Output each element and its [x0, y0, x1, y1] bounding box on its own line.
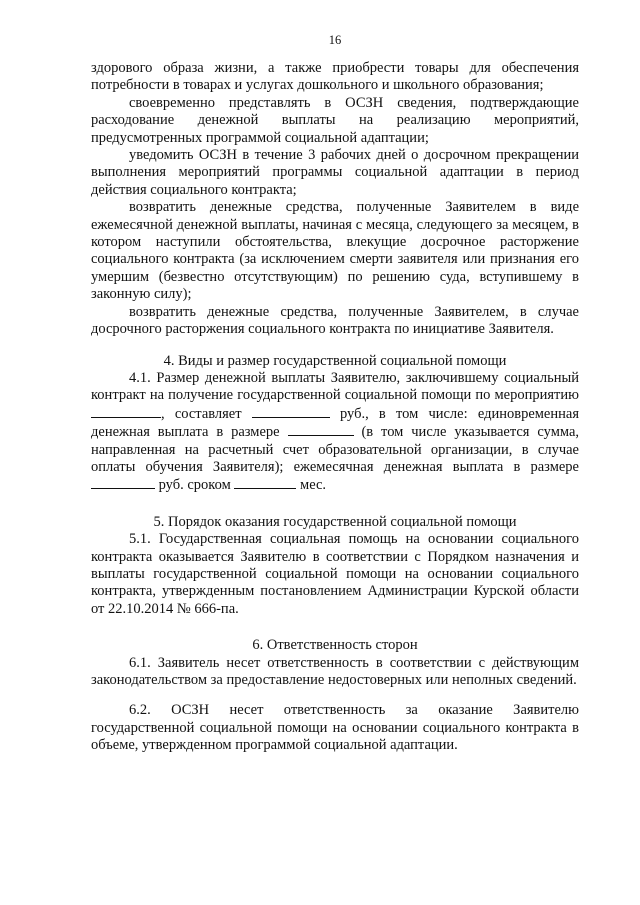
paragraph-return-funds-early-termination: возвратить денежные средства, полученные Заявителем, в случае досрочного расторжения социального контракта по инициативе Заявителя.: [91, 303, 579, 338]
paragraph-notify-termination: уведомить ОСЗН в течение 3 рабочих дней о досрочном прекращении выполнения мероприятий программы социальной адаптации в период действия социального контракта;: [91, 147, 579, 198]
section-6: [91, 637, 579, 754]
paragraph-4-1-text-3: руб., в том числе: единовременная денежная выплата в размере: [91, 405, 579, 441]
blank-term-field[interactable]: [234, 476, 296, 489]
section-4-heading: 4. Виды и размер государственной социальной помощи: [163, 352, 507, 369]
document-page: [91, 32, 579, 755]
paragraph-6-1: 6.1. Заявитель несет ответственность в соответствии с действующим законодательством за предоставление недостоверных или неполных сведений.: [91, 654, 579, 688]
paragraph-4-1-text-2: , составляет: [161, 405, 252, 422]
blank-monthly-amount-field[interactable]: [91, 476, 155, 489]
paragraph-6-2: 6.2. ОСЗН несет ответственность за оказание Заявителю государственной социальной помощи на основании социального контракта в объеме, утвержденном программой социальной адаптации.: [91, 702, 579, 754]
section-6-heading: 6. Ответственность сторон: [252, 637, 418, 654]
blank-lump-sum-field[interactable]: [288, 423, 354, 436]
section-5: [91, 514, 579, 618]
blank-activity-field[interactable]: [91, 405, 161, 418]
paragraph-4-1-text-4: (в том числе указывается сумма, направленная на расчетный счет образовательной организации, в случае оплаты обучения Заявителя); ежемесячная денежная выплата в размере: [91, 424, 580, 475]
paragraph-4-1-text-1: 4.1. Размер денежной выплаты Заявителю, заключившему социальный контракт на получение государственной социальной помощи по мероприятию: [91, 369, 579, 404]
paragraph-return-monthly-payments: возвратить денежные средства, полученные Заявителем в виде ежемесячной денежной выплаты, начиная с месяца, следующего за месяцем, в котором наступили обстоятельства, влекущие досрочное расторжение социального контракта (за исключением смерти заявителя или признания его умершим (безвестно отсутствующим) по решению суда, вступившему в законную силу);: [91, 199, 579, 303]
blank-total-amount-field[interactable]: [252, 405, 330, 418]
section-5-heading: 5. Порядок оказания государственной социальной помощи: [153, 513, 517, 530]
page-number: 16: [328, 33, 342, 47]
paragraph-4-1: [91, 370, 579, 495]
section-4: [91, 353, 579, 495]
paragraph-5-1: 5.1. Государственная социальная помощь на основании социального контракта оказывается Заявителю в соответствии с Порядком назначения и выплаты государственной социальной помощи на основании социального контракта, утвержденным постановлением Администрации Курской области от 22.10.2014 № 666-па.: [91, 531, 579, 617]
paragraph-4-1-text-6: мес.: [296, 477, 327, 494]
paragraph-4-1-text-5: руб. сроком: [155, 477, 235, 494]
paragraph-report-expenses: своевременно представлять в ОСЗН сведения, подтверждающие расходование денежной выплаты на реализацию мероприятий, предусмотренных программой социальной адаптации;: [91, 94, 579, 146]
paragraph-healthy-lifestyle: здорового образа жизни, а также приобрести товары для обеспечения потребности в товарах и услугах дошкольного и школьного образования;: [91, 60, 579, 94]
